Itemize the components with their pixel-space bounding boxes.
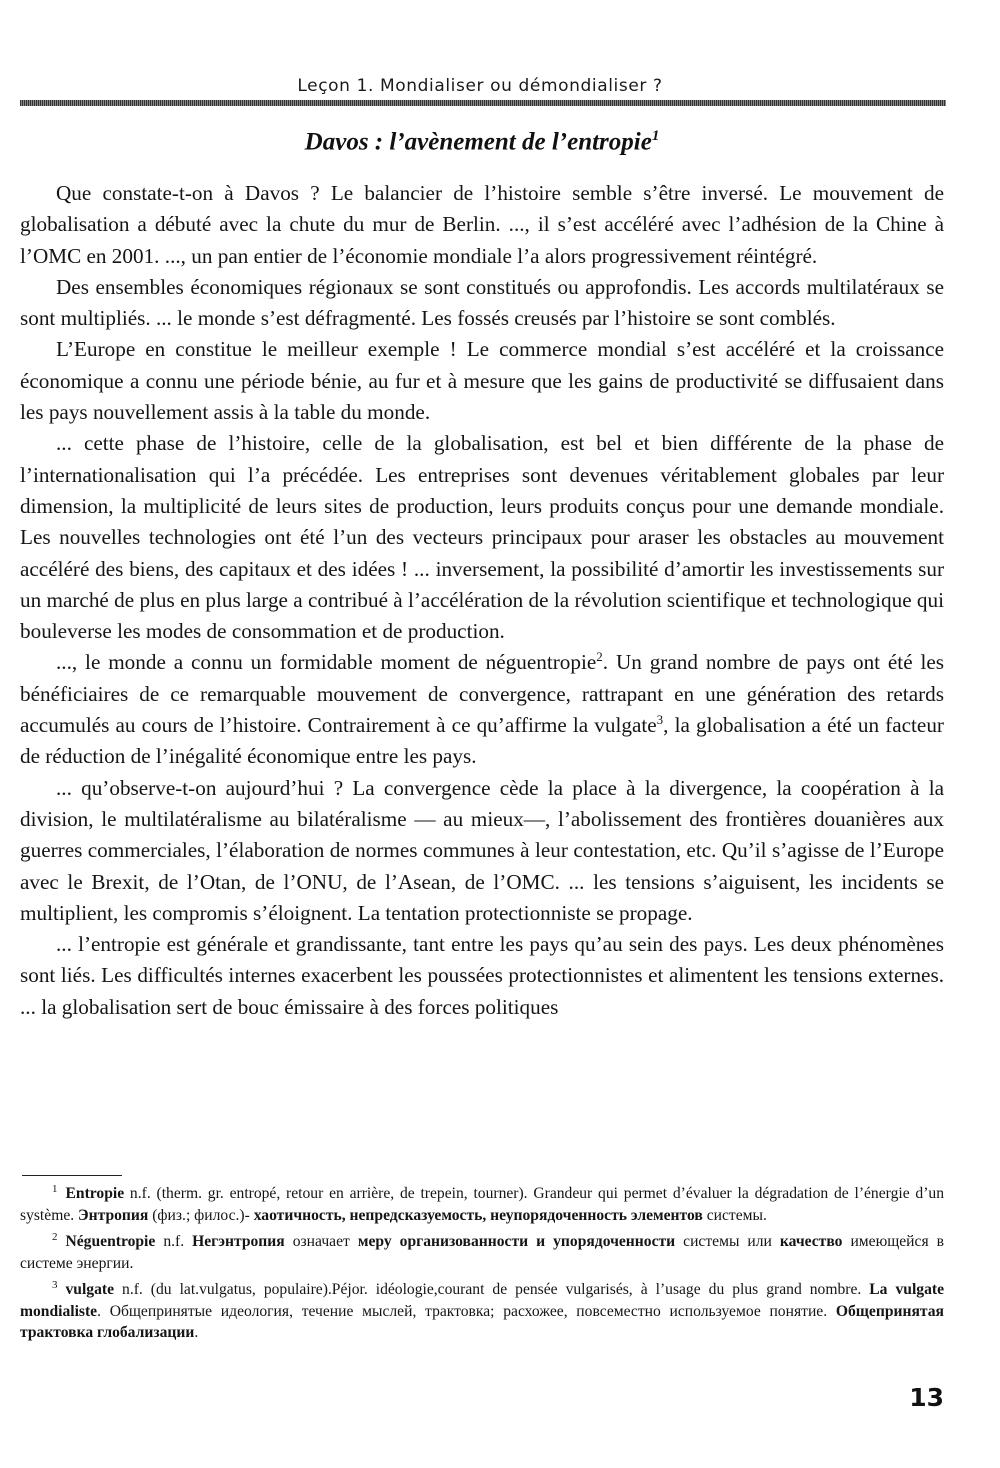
footnote-term: vulgate	[65, 1281, 115, 1298]
footnote-term: Entropie	[65, 1185, 125, 1202]
footnote-text: системы или	[675, 1233, 780, 1250]
footnote-ref: 2	[596, 649, 603, 665]
footnote-bold: хаотичность, непредсказуемость, неупорядоченность элементов	[253, 1206, 703, 1224]
paragraph: ... cette phase de l’histoire, celle de la globalisation, est bel et bien différente de la phase de l’internationalisation qui l’a précédée. Les entreprises sont devenues véritablement globales par leur dimension, la multiplicité de leurs sites de production, leurs produits conçus pour une demande mondiale. Les nouvelles technologies ont été l’un des vecteurs principaux pour araser les obstacles au mouvement accéléré des biens, des capitaux et des idées ! ... inversement, la possibilité d’amortir les investissements sur un marché de plus en plus large a contribué à l’accélération de la révolution scientifique et technologique qui bouleverse les modes de consommation et de production.	[20, 431, 944, 644]
footnote-text: означает	[284, 1233, 358, 1250]
footnote-text: . Общепринятые идеология, течение мыслей, трактовка; расхожее, повсеместно используемое понятие.	[97, 1302, 836, 1320]
footnotes	[20, 1183, 944, 1349]
footnote-text: n.f. (therm. gr. entropé, retour en arrière, de trepein, tourner). Grandeur qui permet d’évaluer la dégradation de l’énergie d’un système.	[20, 1185, 944, 1224]
footnote-text: системы.	[702, 1206, 767, 1224]
paragraph-text: . Un grand nombre de pays ont été les bénéficiaires de ce remarquable mouvement de convergence, rattrapant en une génération des retards accumulés au cours de l’histoire. Contrairement à ce qu’affirme la vulgate	[20, 650, 945, 738]
paragraph: ... l’entropie est générale et grandissante, tant entre les pays qu’au sein des pays. Les deux phénomènes sont liés. Les difficultés internes exacerbent les poussées protectionnistes et alimentent les tensions externes. ... la globalisation sert de bouc émissaire à des forces politiques	[20, 932, 944, 1019]
article-body	[20, 178, 944, 1023]
footnote-ref: 1	[651, 128, 660, 144]
paragraph-text: , la globalisation a été un facteur de réduction de l’inégalité économique entre les pays.	[20, 713, 944, 769]
footnote-text: имеющейся в системе энергии.	[20, 1233, 944, 1272]
footnote-number: 1	[52, 1182, 58, 1195]
footnote-number: 2	[52, 1230, 58, 1243]
footnote-ref: 3	[656, 711, 664, 727]
paragraph: Des ensembles économiques régionaux se sont constitués ou approfondis. Les accords multilatéraux se sont multipliés. ... le monde s’est défragmenté. Les fossés creusés par l’histoire se sont comblés.	[20, 274, 944, 331]
article-title-text: Davos : l’avènement de l’entropie	[304, 128, 652, 156]
footnote-bold: La vulgate mondialiste	[20, 1281, 944, 1320]
paragraph: Que constate-t-on à Davos ? Le balancier de l’histoire semble s’être inversé. Le mouvement de globalisation a débuté avec la chute du mur de Berlin. ..., il s’est accéléré avec l’adhésion de la Chine à l’OMC en 2001. ..., un pan entier de l’économie mondiale l’a alors progressivement réintégré.	[20, 181, 944, 268]
footnote-3	[20, 1279, 944, 1344]
footnote-bold: качество	[779, 1233, 843, 1250]
footnote-bold: Энтропия	[78, 1206, 149, 1224]
paragraph: L’Europe en constitue le meilleur exemple ! Le commerce mondial s’est accéléré et la croissance économique a connu une période bénie, au fur et à mesure que les gains de productivité se diffusaient dans les pays nouvellement assis à la table du monde.	[20, 337, 944, 425]
page-number: 13	[909, 1383, 944, 1412]
footnote-bold: меру организованности и упорядоченности	[357, 1233, 676, 1250]
paragraph	[20, 647, 944, 772]
footnote-1	[20, 1183, 944, 1226]
footnote-number: 3	[52, 1278, 58, 1291]
footnote-bold: Негэнтропия	[192, 1233, 285, 1250]
header-rule	[20, 100, 946, 106]
footnote-text: .	[194, 1324, 199, 1341]
footnote-rule	[22, 1175, 122, 1176]
paragraph-text: ..., le monde a connu un formidable moment de néguentropie	[56, 650, 597, 675]
footnote-2	[20, 1231, 944, 1274]
footnote-text: n.f. (du lat.vulgatus, populaire).Péjor. idéologie,courant de pensée vulgarisés, à l’usage du plus grand nombre.	[114, 1281, 870, 1298]
footnote-bold: Общепринятая трактовка глобализации	[20, 1302, 944, 1341]
footnote-text: (физ.; филос.)-	[148, 1206, 254, 1224]
footnote-term: Néguentropie	[65, 1233, 156, 1250]
footnote-text: n.f.	[155, 1233, 193, 1250]
running-head: Leçon 1. Mondialiser ou démondialiser ?	[297, 76, 663, 96]
paragraph: ... qu’observe-t-on aujourd’hui ? La convergence cède la place à la divergence, la coopération à la division, le multilatéralisme au bilatéralisme — au mieux—, l’abolissement des frontières douanières aux guerres commerciales, l’élaboration de normes communes à leur contestation, etc. Qu’il s’agisse de l’Europe avec le Brexit, de l’Otan, de l’ONU, de l’Asean, de l’OMC. ... les tensions s’aiguisent, les incidents se multiplient, les compromis s’éloignent. La tentation protectionniste se propage.	[20, 775, 944, 925]
article-title	[0, 128, 964, 156]
